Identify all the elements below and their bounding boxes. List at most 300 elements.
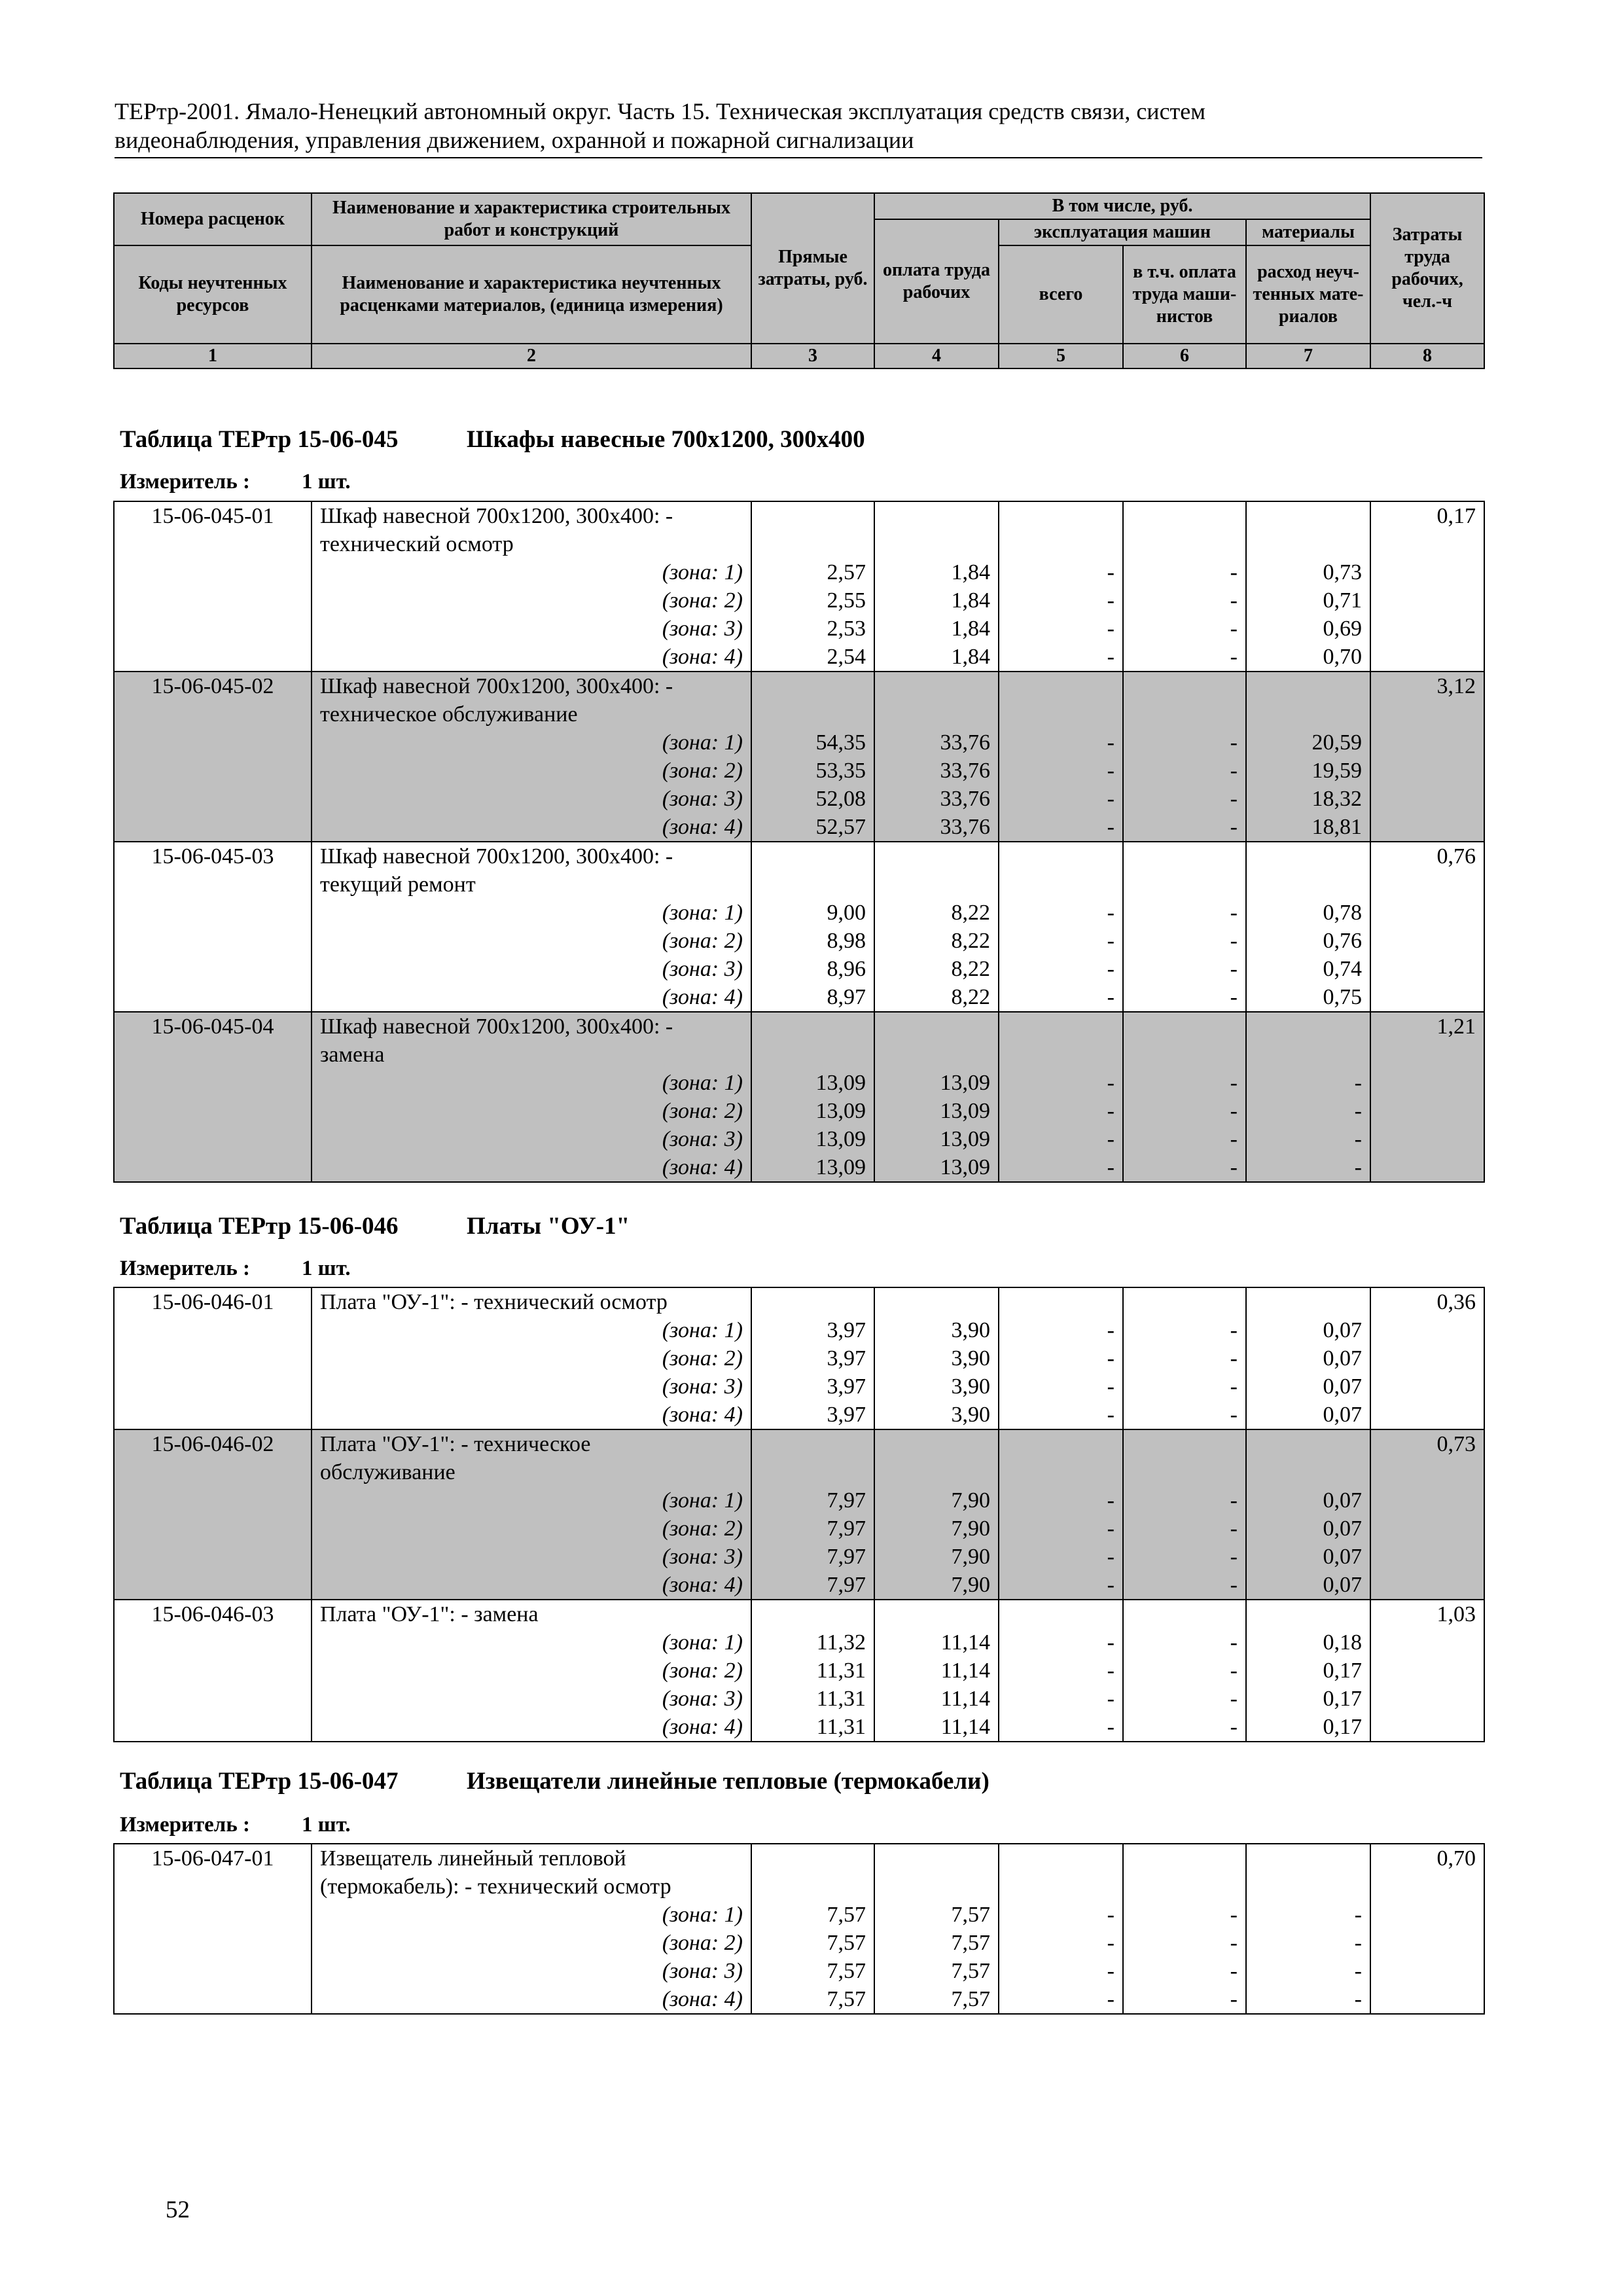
machinist-pay: - <box>1123 785 1246 813</box>
cell-empty <box>1370 955 1484 983</box>
worker-pay: 33,76 <box>874 813 999 842</box>
table-row <box>114 1957 1484 1985</box>
cell-empty <box>1370 1685 1484 1713</box>
direct-cost: 8,98 <box>751 927 874 955</box>
rate-code: 15-06-045-02 <box>114 672 312 700</box>
table-row <box>114 1041 1484 1069</box>
materials-use: 0,17 <box>1246 1713 1370 1742</box>
cell-empty <box>1370 1515 1484 1543</box>
cell-empty <box>1370 1097 1484 1125</box>
cell-empty <box>114 1316 312 1344</box>
unit-label: Измеритель : <box>120 1813 251 1837</box>
cell-empty <box>114 586 312 615</box>
labor-cost: 0,70 <box>1370 1844 1484 1873</box>
cell-empty <box>1370 870 1484 899</box>
cell-empty <box>114 955 312 983</box>
zone-label: (зона: 3) <box>312 1957 751 1985</box>
cell-empty <box>114 1657 312 1685</box>
cell-empty <box>999 1873 1123 1901</box>
direct-cost: 2,57 <box>751 558 874 586</box>
materials-use: - <box>1246 1069 1370 1097</box>
rate-table <box>113 501 1485 1183</box>
direct-cost: 3,97 <box>751 1344 874 1372</box>
zone-label: (зона: 1) <box>312 1901 751 1929</box>
cell-empty <box>114 530 312 558</box>
machinist-pay: - <box>1123 1713 1246 1742</box>
machinist-pay: - <box>1123 1372 1246 1401</box>
page-number: 52 <box>166 2197 190 2223</box>
worker-pay: 7,90 <box>874 1486 999 1515</box>
machinist-pay: - <box>1123 899 1246 927</box>
cell-empty <box>1246 870 1370 899</box>
machine-total: - <box>999 1153 1123 1182</box>
machinist-pay: - <box>1123 1344 1246 1372</box>
cell-empty <box>114 1069 312 1097</box>
zone-label: (зона: 4) <box>312 1401 751 1429</box>
worker-pay: 1,84 <box>874 586 999 615</box>
machine-total: - <box>999 1125 1123 1153</box>
cell-empty <box>114 757 312 785</box>
rate-name-line: текущий ремонт <box>312 870 751 899</box>
machine-total: - <box>999 1571 1123 1600</box>
direct-cost: 7,57 <box>751 1929 874 1957</box>
worker-pay: 11,14 <box>874 1685 999 1713</box>
machine-total: - <box>999 1515 1123 1543</box>
table-row <box>114 1985 1484 2014</box>
cell-empty <box>751 1844 874 1873</box>
table-row <box>114 1344 1484 1372</box>
materials-use: 0,07 <box>1246 1543 1370 1571</box>
worker-pay: 7,90 <box>874 1571 999 1600</box>
cell-empty <box>1123 700 1246 728</box>
rate-name-line: Извещатель линейный тепловой <box>312 1844 751 1873</box>
cell-empty <box>1370 530 1484 558</box>
zone-label: (зона: 4) <box>312 1713 751 1742</box>
cell-empty <box>751 530 874 558</box>
worker-pay: 11,14 <box>874 1657 999 1685</box>
machinist-pay: - <box>1123 1985 1246 2014</box>
machine-total: - <box>999 643 1123 672</box>
table-row <box>114 1929 1484 1957</box>
materials-use: 0,07 <box>1246 1401 1370 1429</box>
cell-empty <box>751 1873 874 1901</box>
direct-cost: 52,57 <box>751 813 874 842</box>
cell-empty <box>874 501 999 530</box>
materials-use: 18,32 <box>1246 785 1370 813</box>
cell-empty <box>114 1372 312 1401</box>
cell-empty <box>114 1344 312 1372</box>
zone-label: (зона: 1) <box>312 558 751 586</box>
direct-cost: 11,32 <box>751 1628 874 1657</box>
cell-empty <box>1370 1125 1484 1153</box>
machinist-pay: - <box>1123 757 1246 785</box>
machine-total: - <box>999 1685 1123 1713</box>
cell-empty <box>1370 728 1484 757</box>
machine-total: - <box>999 1401 1123 1429</box>
materials-use: 0,18 <box>1246 1628 1370 1657</box>
table-caption <box>120 425 865 454</box>
table-row <box>114 1097 1484 1125</box>
cell-empty <box>1246 672 1370 700</box>
cell-empty <box>114 1901 312 1929</box>
table-row <box>114 672 1484 700</box>
worker-pay: 13,09 <box>874 1125 999 1153</box>
cell-empty <box>114 558 312 586</box>
header-line-1: ТЕРтр-2001. Ямало-Ненецкий автономный округ. Часть 15. Техническая эксплуатация средств связи, систем <box>115 98 1206 124</box>
direct-cost: 13,09 <box>751 1125 874 1153</box>
cell-empty <box>1370 785 1484 813</box>
unit-line <box>120 1813 351 1837</box>
cell-empty <box>751 1041 874 1069</box>
cell-empty <box>1370 1901 1484 1929</box>
table-title: Шкафы навесные 700х1200, 300х400 <box>467 426 865 453</box>
machinist-pay: - <box>1123 1543 1246 1571</box>
rate-code: 15-06-045-04 <box>114 1012 312 1041</box>
zone-label: (зона: 3) <box>312 1372 751 1401</box>
cell-empty <box>1246 1844 1370 1873</box>
cell-empty <box>1370 1153 1484 1182</box>
cell-empty <box>114 1153 312 1182</box>
cell-empty <box>114 728 312 757</box>
machinist-pay: - <box>1123 1929 1246 1957</box>
rate-name-line: Шкаф навесной 700х1200, 300х400: - <box>312 1012 751 1041</box>
cell-empty <box>999 1600 1123 1628</box>
zone-label: (зона: 2) <box>312 1097 751 1125</box>
zone-label: (зона: 4) <box>312 1153 751 1182</box>
cell-empty <box>1246 700 1370 728</box>
col-material-name: Наименование и характеристика неучтенных расценками материалов, (единица измерения) <box>312 245 751 344</box>
zone-label: (зона: 2) <box>312 586 751 615</box>
cell-empty <box>1123 1429 1246 1458</box>
rate-name-line: Шкаф навесной 700х1200, 300х400: - <box>312 501 751 530</box>
col-total: всего <box>999 245 1123 344</box>
worker-pay: 7,57 <box>874 1957 999 1985</box>
direct-cost: 3,97 <box>751 1372 874 1401</box>
col-number: 6 <box>1123 344 1246 368</box>
cell-empty <box>874 1844 999 1873</box>
cell-empty <box>1246 1429 1370 1458</box>
col-work-name: Наименование и характеристика строительных работ и конструкций <box>312 193 751 245</box>
direct-cost: 7,57 <box>751 1957 874 1985</box>
zone-label: (зона: 4) <box>312 813 751 842</box>
col-number: 3 <box>751 344 874 368</box>
cell-empty <box>874 1429 999 1458</box>
table-row <box>114 870 1484 899</box>
cell-empty <box>114 983 312 1012</box>
cell-empty <box>1370 1486 1484 1515</box>
table-row <box>114 1486 1484 1515</box>
zone-label: (зона: 3) <box>312 785 751 813</box>
machine-total: - <box>999 1985 1123 2014</box>
zone-label: (зона: 3) <box>312 1543 751 1571</box>
cell-empty <box>751 1600 874 1628</box>
col-labor: Затраты труда рабочих, чел.-ч <box>1370 193 1484 344</box>
worker-pay: 1,84 <box>874 558 999 586</box>
cell-empty <box>1123 842 1246 870</box>
cell-empty <box>1370 1929 1484 1957</box>
machine-total: - <box>999 955 1123 983</box>
cell-empty <box>1246 1458 1370 1486</box>
machine-total: - <box>999 983 1123 1012</box>
machine-total: - <box>999 785 1123 813</box>
machinist-pay: - <box>1123 615 1246 643</box>
rate-code: 15-06-046-02 <box>114 1429 312 1458</box>
direct-cost: 2,53 <box>751 615 874 643</box>
cell-empty <box>1246 1012 1370 1041</box>
materials-use: 0,70 <box>1246 643 1370 672</box>
unit-value: 1 шт. <box>302 1813 351 1837</box>
machine-total: - <box>999 1372 1123 1401</box>
cell-empty <box>874 1041 999 1069</box>
direct-cost: 7,57 <box>751 1985 874 2014</box>
cell-empty <box>1123 1012 1246 1041</box>
machinist-pay: - <box>1123 1628 1246 1657</box>
cell-empty <box>1370 1372 1484 1401</box>
zone-label: (зона: 1) <box>312 1486 751 1515</box>
materials-use: 0,73 <box>1246 558 1370 586</box>
materials-use: - <box>1246 1125 1370 1153</box>
table-row <box>114 1429 1484 1458</box>
cell-empty <box>1123 870 1246 899</box>
table-title: Извещатели линейные тепловые (термокабели) <box>467 1768 990 1795</box>
table-caption <box>120 1767 990 1795</box>
rate-name-line: Плата "ОУ-1": - технический осмотр <box>312 1287 751 1316</box>
table-row <box>114 1713 1484 1742</box>
col-number: 5 <box>999 344 1123 368</box>
cell-empty <box>1123 1873 1246 1901</box>
cell-empty <box>1370 700 1484 728</box>
materials-use: - <box>1246 1097 1370 1125</box>
table-row <box>114 1685 1484 1713</box>
direct-cost: 53,35 <box>751 757 874 785</box>
table-row <box>114 899 1484 927</box>
direct-cost: 13,09 <box>751 1097 874 1125</box>
col-materials: материалы <box>1246 219 1370 245</box>
cell-empty <box>874 1012 999 1041</box>
rate-name-line: технический осмотр <box>312 530 751 558</box>
col-machine-ops: эксплуатация машин <box>999 219 1246 245</box>
materials-use: 0,78 <box>1246 899 1370 927</box>
cell-empty <box>999 530 1123 558</box>
worker-pay: 3,90 <box>874 1316 999 1344</box>
cell-empty <box>999 1287 1123 1316</box>
table-row <box>114 955 1484 983</box>
materials-use: - <box>1246 1901 1370 1929</box>
cell-empty <box>114 643 312 672</box>
cell-empty <box>114 899 312 927</box>
direct-cost: 7,97 <box>751 1571 874 1600</box>
materials-use: 0,71 <box>1246 586 1370 615</box>
materials-use: - <box>1246 1929 1370 1957</box>
cell-empty <box>114 1543 312 1571</box>
table-row <box>114 757 1484 785</box>
machinist-pay: - <box>1123 813 1246 842</box>
cell-empty <box>874 870 999 899</box>
worker-pay: 3,90 <box>874 1372 999 1401</box>
table-row <box>114 1901 1484 1929</box>
worker-pay: 13,09 <box>874 1153 999 1182</box>
rate-table <box>113 1843 1485 2015</box>
machinist-pay: - <box>1123 1901 1246 1929</box>
cell-empty <box>114 1486 312 1515</box>
rate-name-line: Шкаф навесной 700х1200, 300х400: - <box>312 672 751 700</box>
machinist-pay: - <box>1123 1401 1246 1429</box>
table-row <box>114 615 1484 643</box>
machine-total: - <box>999 1069 1123 1097</box>
unit-line <box>120 1257 351 1281</box>
machinist-pay: - <box>1123 1957 1246 1985</box>
machine-total: - <box>999 1543 1123 1571</box>
rate-code: 15-06-045-03 <box>114 842 312 870</box>
machinist-pay: - <box>1123 643 1246 672</box>
rate-name-line: Плата "ОУ-1": - техническое <box>312 1429 751 1458</box>
machinist-pay: - <box>1123 1125 1246 1153</box>
labor-cost: 0,73 <box>1370 1429 1484 1458</box>
worker-pay: 8,22 <box>874 899 999 927</box>
zone-label: (зона: 1) <box>312 728 751 757</box>
table-caption <box>120 1212 630 1240</box>
worker-pay: 7,57 <box>874 1901 999 1929</box>
col-resource-codes: Коды неучтенных ресурсов <box>114 245 312 344</box>
machine-total: - <box>999 899 1123 927</box>
table-row <box>114 1069 1484 1097</box>
cell-empty <box>114 1041 312 1069</box>
zone-label: (зона: 1) <box>312 899 751 927</box>
cell-empty <box>999 870 1123 899</box>
cell-empty <box>1123 1287 1246 1316</box>
cell-empty <box>1123 672 1246 700</box>
materials-use: 20,59 <box>1246 728 1370 757</box>
cell-empty <box>1246 1041 1370 1069</box>
cell-empty <box>1123 1041 1246 1069</box>
zone-label: (зона: 2) <box>312 1344 751 1372</box>
materials-use: - <box>1246 1957 1370 1985</box>
direct-cost: 3,97 <box>751 1316 874 1344</box>
table-row <box>114 643 1484 672</box>
materials-use: 0,07 <box>1246 1515 1370 1543</box>
page-header <box>115 97 1482 154</box>
zone-label: (зона: 3) <box>312 1125 751 1153</box>
cell-empty <box>1370 757 1484 785</box>
table-row <box>114 1600 1484 1628</box>
rate-code: 15-06-047-01 <box>114 1844 312 1873</box>
cell-empty <box>751 842 874 870</box>
worker-pay: 7,90 <box>874 1543 999 1571</box>
cell-empty <box>1123 1458 1246 1486</box>
rate-name-line: (термокабель): - технический осмотр <box>312 1873 751 1901</box>
machinist-pay: - <box>1123 983 1246 1012</box>
cell-empty <box>1370 1571 1484 1600</box>
machinist-pay: - <box>1123 586 1246 615</box>
direct-cost: 7,97 <box>751 1486 874 1515</box>
worker-pay: 1,84 <box>874 615 999 643</box>
materials-use: - <box>1246 1985 1370 2014</box>
cell-empty <box>1246 1600 1370 1628</box>
zone-label: (зона: 2) <box>312 1657 751 1685</box>
cell-empty <box>1370 1713 1484 1742</box>
table-row <box>114 1543 1484 1571</box>
labor-cost: 1,21 <box>1370 1012 1484 1041</box>
cell-empty <box>1246 842 1370 870</box>
cell-empty <box>874 672 999 700</box>
cell-empty <box>1370 1657 1484 1685</box>
materials-use: 0,69 <box>1246 615 1370 643</box>
machinist-pay: - <box>1123 1316 1246 1344</box>
labor-cost: 0,17 <box>1370 501 1484 530</box>
cell-empty <box>751 1458 874 1486</box>
worker-pay: 7,57 <box>874 1985 999 2014</box>
worker-pay: 3,90 <box>874 1401 999 1429</box>
labor-cost: 3,12 <box>1370 672 1484 700</box>
rate-name-line: Плата "ОУ-1": - замена <box>312 1600 751 1628</box>
table-row <box>114 983 1484 1012</box>
zone-label: (зона: 1) <box>312 1316 751 1344</box>
machinist-pay: - <box>1123 1685 1246 1713</box>
table-title: Платы "ОУ-1" <box>467 1213 630 1240</box>
machinist-pay: - <box>1123 1657 1246 1685</box>
cell-empty <box>114 1458 312 1486</box>
worker-pay: 33,76 <box>874 728 999 757</box>
worker-pay: 7,90 <box>874 1515 999 1543</box>
table-row <box>114 1372 1484 1401</box>
cell-empty <box>999 1041 1123 1069</box>
machine-total: - <box>999 1486 1123 1515</box>
table-row <box>114 1844 1484 1873</box>
materials-use: 0,17 <box>1246 1685 1370 1713</box>
cell-empty <box>999 1012 1123 1041</box>
materials-use: 0,76 <box>1246 927 1370 955</box>
machine-total: - <box>999 558 1123 586</box>
cell-empty <box>1246 1287 1370 1316</box>
machinist-pay: - <box>1123 1097 1246 1125</box>
cell-empty <box>1123 1600 1246 1628</box>
machinist-pay: - <box>1123 1515 1246 1543</box>
rate-name-line: Шкаф навесной 700х1200, 300х400: - <box>312 842 751 870</box>
cell-empty <box>114 700 312 728</box>
column-header-table <box>113 192 1485 369</box>
table-row <box>114 1571 1484 1600</box>
worker-pay: 11,14 <box>874 1713 999 1742</box>
table-row <box>114 1012 1484 1041</box>
materials-use: 0,07 <box>1246 1486 1370 1515</box>
cell-empty <box>1370 643 1484 672</box>
cell-empty <box>1370 1041 1484 1069</box>
cell-empty <box>999 700 1123 728</box>
machinist-pay: - <box>1123 1069 1246 1097</box>
cell-empty <box>751 1429 874 1458</box>
cell-empty <box>1370 1069 1484 1097</box>
machine-total: - <box>999 1344 1123 1372</box>
table-row <box>114 842 1484 870</box>
table-row <box>114 700 1484 728</box>
cell-empty <box>1370 983 1484 1012</box>
cell-empty <box>874 1458 999 1486</box>
cell-empty <box>874 842 999 870</box>
table-number: Таблица ТЕРтр 15-06-045 <box>120 426 399 453</box>
worker-pay: 8,22 <box>874 955 999 983</box>
cell-empty <box>751 672 874 700</box>
cell-empty <box>999 501 1123 530</box>
machine-total: - <box>999 1316 1123 1344</box>
cell-empty <box>874 700 999 728</box>
cell-empty <box>114 785 312 813</box>
direct-cost: 8,96 <box>751 955 874 983</box>
machine-total: - <box>999 813 1123 842</box>
cell-empty <box>1370 1543 1484 1571</box>
machinist-pay: - <box>1123 955 1246 983</box>
cell-empty <box>999 1458 1123 1486</box>
cell-empty <box>874 1873 999 1901</box>
